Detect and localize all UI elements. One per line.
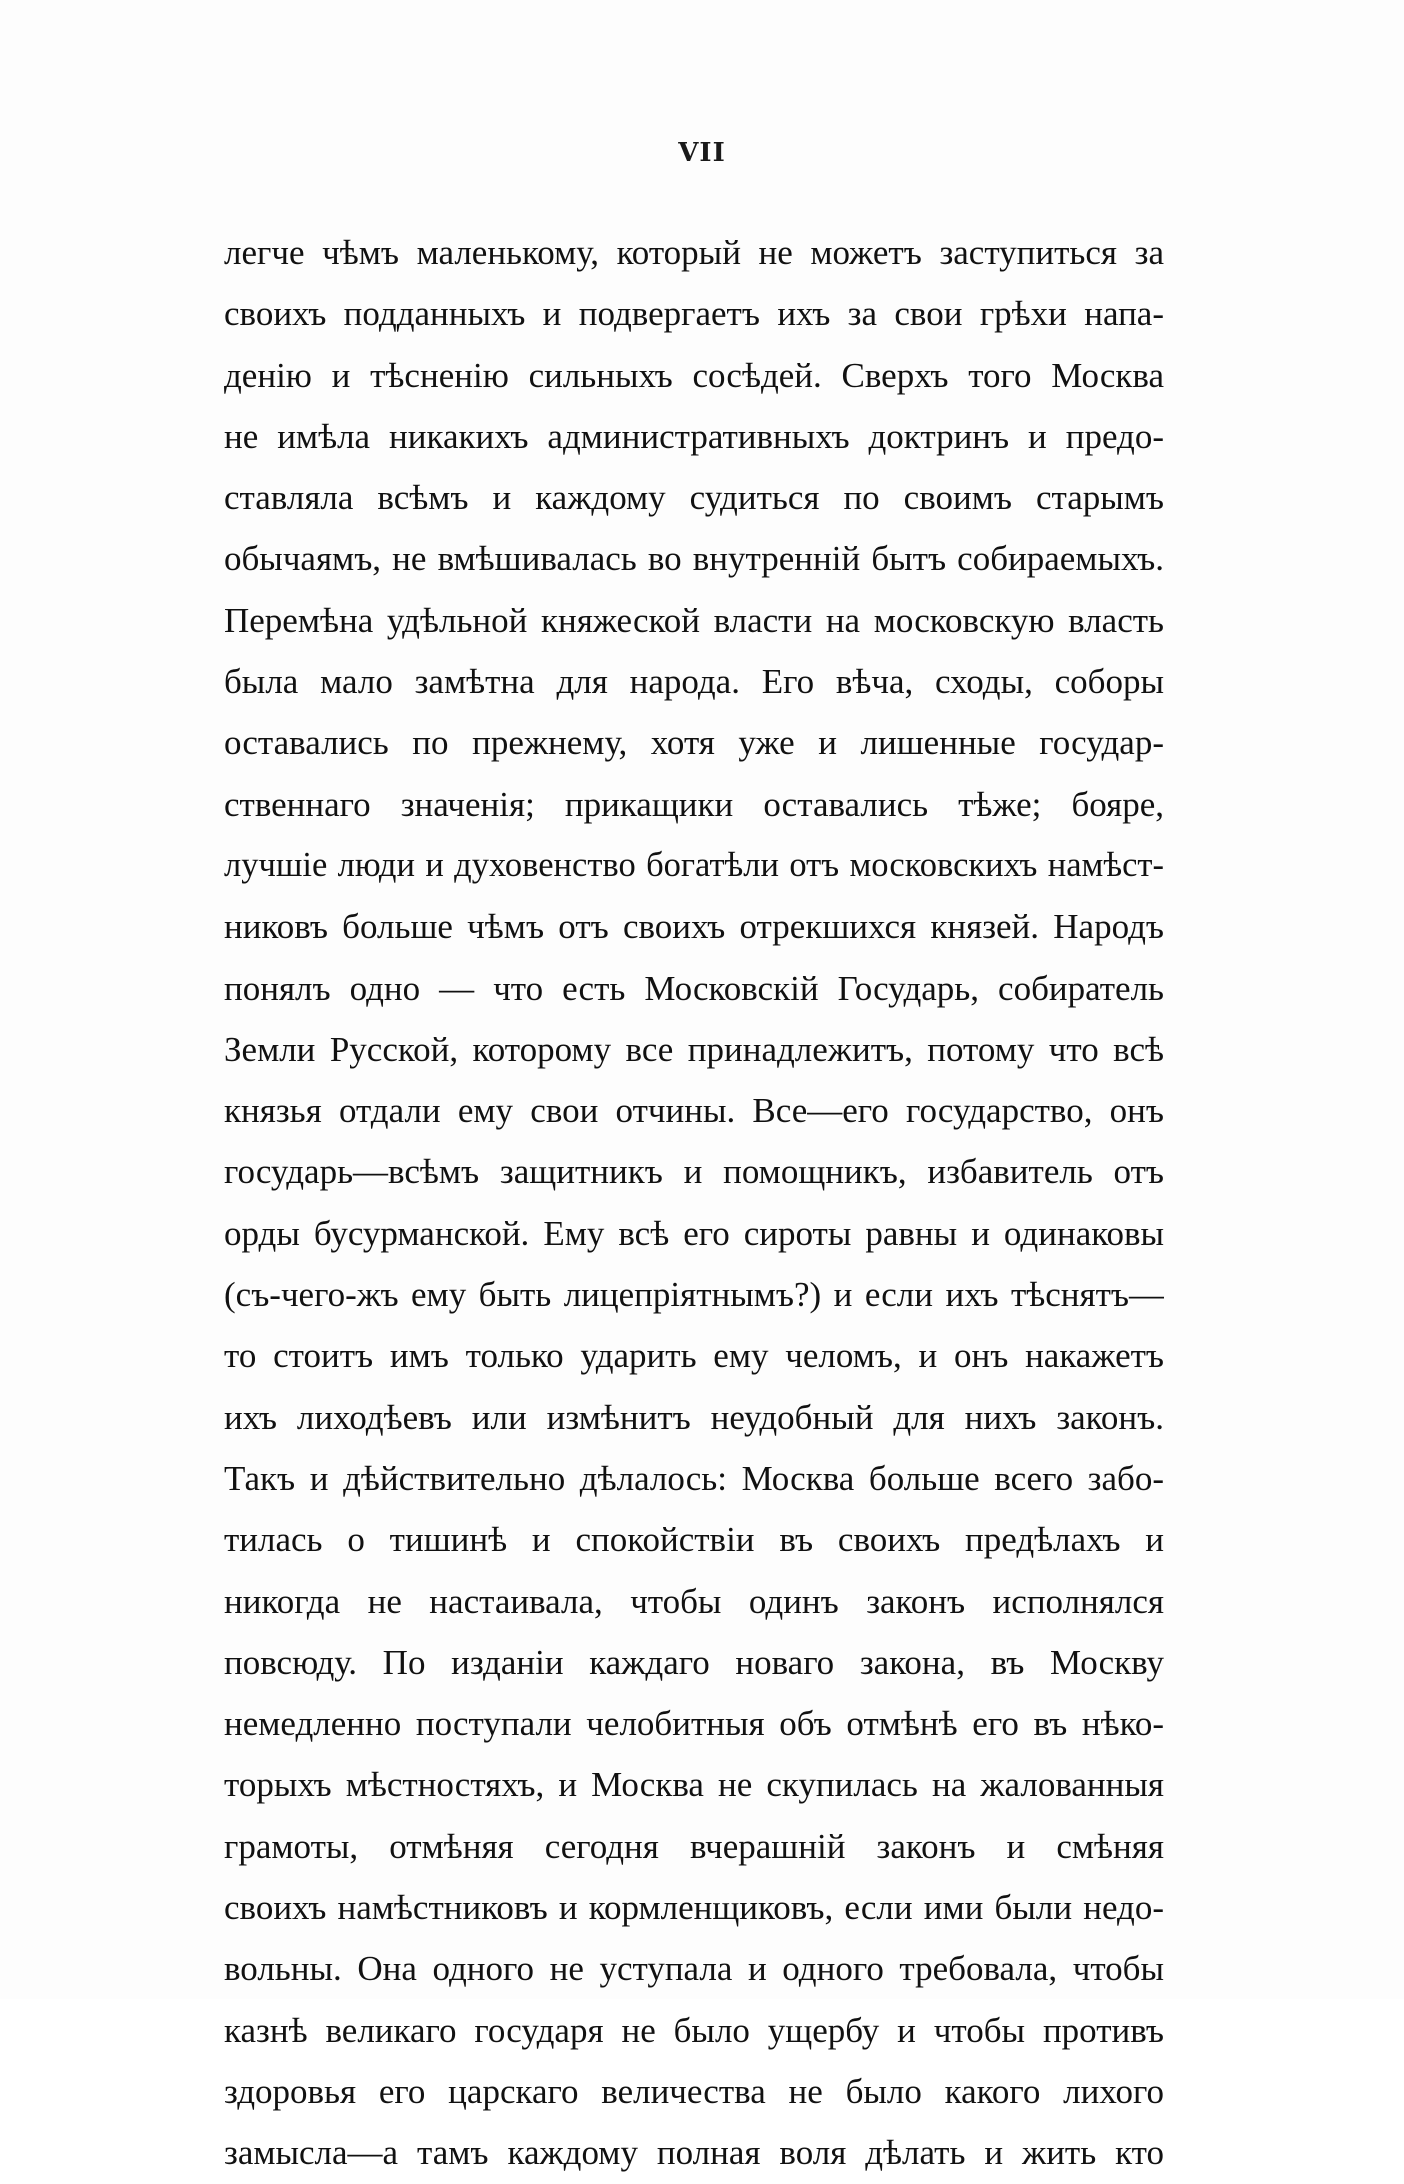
text-line: своихъ подданныхъ и подвергаетъ ихъ за свои грѣхи напа- xyxy=(224,294,1164,334)
text-line: была мало замѣтна для народа. Его вѣча, сходы, соборы xyxy=(224,662,1164,702)
text-line: то стоитъ имъ только ударить ему челомъ, и онъ накажетъ xyxy=(224,1336,1164,1376)
text-line: князья отдали ему свои отчины. Все—его государство, онъ xyxy=(224,1091,1164,1131)
text-line: никогда не настаивала, чтобы одинъ законъ исполнялся xyxy=(224,1581,1164,1621)
text-line: Такъ и дѣйствительно дѣлалось: Москва больше всего забо- xyxy=(224,1458,1164,1498)
text-line: легче чѣмъ маленькому, который не можетъ заступиться за xyxy=(224,233,1164,272)
text-line: грамоты, отмѣняя сегодня вчерашній законъ и смѣняя xyxy=(224,1826,1164,1866)
text-line: лучшіе люди и духовенство богатѣли отъ московскихъ намѣст- xyxy=(224,845,1164,884)
text-line: никовъ больше чѣмъ отъ своихъ отрекшихся князей. Народъ xyxy=(224,907,1164,947)
text-line: повсюду. По изданіи каждаго новаго закона, въ Москву xyxy=(224,1642,1164,1682)
text-line: ственнаго значенія; прикащики оставались тѣже; бояре, xyxy=(224,784,1164,824)
text-line: немедленно поступали челобитныя объ отмѣнѣ его въ нѣко- xyxy=(224,1704,1164,1744)
body-text xyxy=(224,222,1164,2184)
text-line: своихъ намѣстниковъ и кормленщиковъ, если ими были недо- xyxy=(224,1888,1164,1928)
text-line: тилась о тишинѣ и спокойствіи въ своихъ предѣлахъ и xyxy=(224,1520,1164,1560)
text-line: не имѣла никакихъ административныхъ доктринъ и предо- xyxy=(224,416,1164,456)
text-line: Земли Русской, которому все принадлежитъ, потому что всѣ xyxy=(224,1029,1164,1069)
text-line: торыхъ мѣстностяхъ, и Москва не скупилась на жалованныя xyxy=(224,1765,1164,1805)
text-line: Перемѣна удѣльной княжеской власти на московскую власть xyxy=(224,600,1164,640)
text-line: государь—всѣмъ защитникъ и помощникъ, избавитель отъ xyxy=(224,1152,1164,1192)
text-line: замысла—а тамъ каждому полная воля дѣлать и жить кто xyxy=(224,2133,1164,2173)
page-number: VII xyxy=(678,138,726,168)
text-line: казнѣ великаго государя не было ущербу и чтобы противъ xyxy=(224,2010,1164,2050)
text-line: орды бусурманской. Ему всѣ его сироты равны и одинаковы xyxy=(224,1213,1164,1253)
text-line: обычаямъ, не вмѣшивалась во внутренній бытъ собираемыхъ. xyxy=(224,539,1164,579)
text-line: денію и тѣсненію сильныхъ сосѣдей. Сверхъ того Москва xyxy=(224,355,1164,395)
text-line: здоровья его царскаго величества не было какого лихого xyxy=(224,2071,1164,2111)
text-line: ставляла всѣмъ и каждому судиться по своимъ старымъ xyxy=(224,478,1164,518)
text-line: (съ-чего-жъ ему быть лицепріятнымъ?) и если ихъ тѣснятъ— xyxy=(224,1275,1164,1315)
text-line: ихъ лиходѣевъ или измѣнитъ неудобный для нихъ законъ. xyxy=(224,1397,1164,1437)
text-line: понялъ одно — что есть Московскій Государь, собиратель xyxy=(224,968,1164,1008)
text-line: оставались по прежнему, хотя уже и лишенные государ- xyxy=(224,723,1164,763)
text-line: вольны. Она одного не уступала и одного требовала, чтобы xyxy=(224,1949,1164,1989)
